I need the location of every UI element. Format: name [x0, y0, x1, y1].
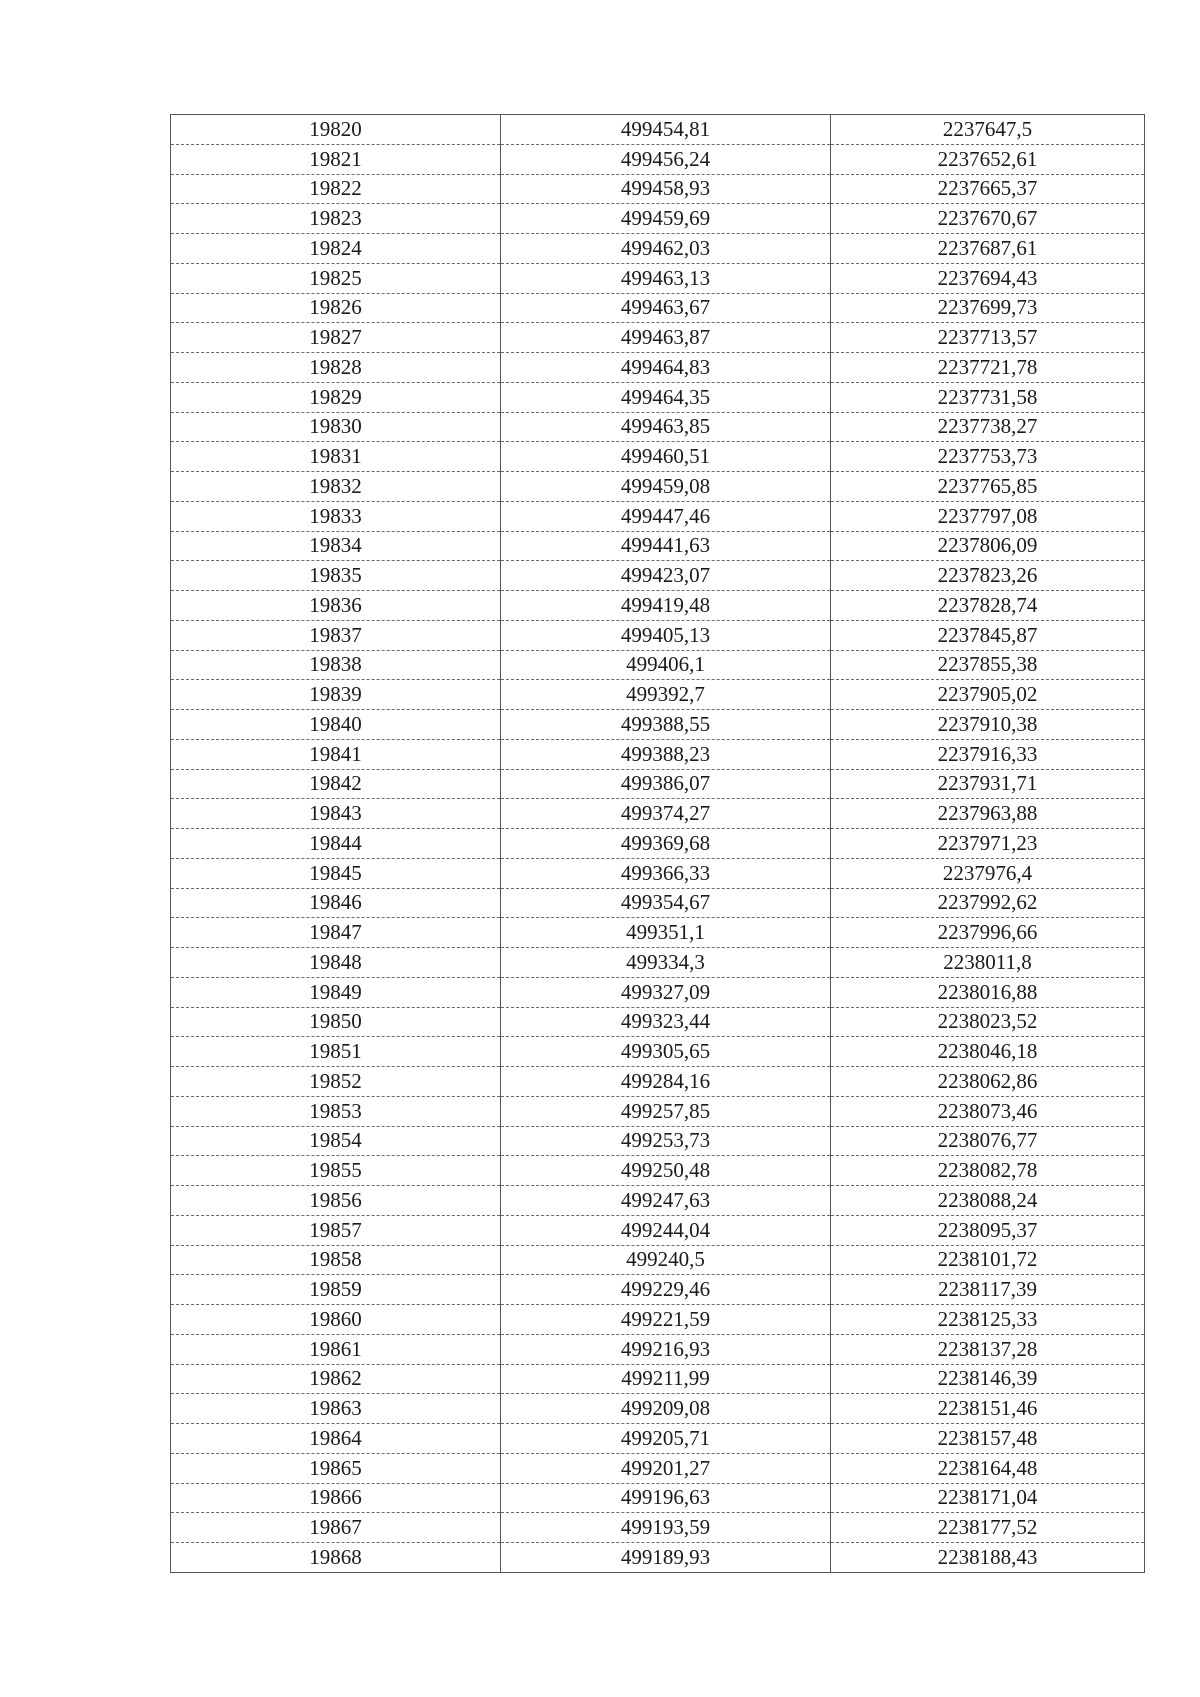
x-coordinate-cell: 499392,7 — [501, 680, 831, 710]
x-coordinate-cell: 499458,93 — [501, 174, 831, 204]
point-number-cell: 19866 — [171, 1483, 501, 1513]
point-number-cell: 19848 — [171, 948, 501, 978]
point-number-cell: 19828 — [171, 353, 501, 383]
y-coordinate-cell: 2237976,4 — [831, 858, 1145, 888]
x-coordinate-cell: 499229,46 — [501, 1275, 831, 1305]
x-coordinate-cell: 499201,27 — [501, 1453, 831, 1483]
point-number-cell: 19842 — [171, 769, 501, 799]
table-row — [171, 1305, 1145, 1335]
point-number-cell: 19847 — [171, 918, 501, 948]
point-number-cell: 19822 — [171, 174, 501, 204]
table-row — [171, 382, 1145, 412]
x-coordinate-cell: 499460,51 — [501, 442, 831, 472]
x-coordinate-cell: 499464,83 — [501, 353, 831, 383]
x-coordinate-cell: 499464,35 — [501, 382, 831, 412]
table-row — [171, 680, 1145, 710]
y-coordinate-cell: 2237910,38 — [831, 710, 1145, 740]
x-coordinate-cell: 499250,48 — [501, 1156, 831, 1186]
y-coordinate-cell: 2238016,88 — [831, 977, 1145, 1007]
table-row — [171, 1186, 1145, 1216]
point-number-cell: 19850 — [171, 1007, 501, 1037]
x-coordinate-cell: 499454,81 — [501, 115, 831, 145]
x-coordinate-cell: 499459,08 — [501, 472, 831, 502]
y-coordinate-cell: 2237647,5 — [831, 115, 1145, 145]
point-number-cell: 19830 — [171, 412, 501, 442]
y-coordinate-cell: 2238125,33 — [831, 1305, 1145, 1335]
table-row — [171, 591, 1145, 621]
y-coordinate-cell: 2237845,87 — [831, 620, 1145, 650]
point-number-cell: 19831 — [171, 442, 501, 472]
table-row — [171, 412, 1145, 442]
table-row — [171, 1215, 1145, 1245]
table-row — [171, 323, 1145, 353]
point-number-cell: 19832 — [171, 472, 501, 502]
y-coordinate-cell: 2238073,46 — [831, 1096, 1145, 1126]
point-number-cell: 19836 — [171, 591, 501, 621]
point-number-cell: 19837 — [171, 620, 501, 650]
x-coordinate-cell: 499388,55 — [501, 710, 831, 740]
y-coordinate-cell: 2238082,78 — [831, 1156, 1145, 1186]
x-coordinate-cell: 499247,63 — [501, 1186, 831, 1216]
y-coordinate-cell: 2237931,71 — [831, 769, 1145, 799]
table-row — [171, 115, 1145, 145]
x-coordinate-cell: 499189,93 — [501, 1543, 831, 1573]
point-number-cell: 19861 — [171, 1334, 501, 1364]
point-number-cell: 19862 — [171, 1364, 501, 1394]
y-coordinate-cell: 2238101,72 — [831, 1245, 1145, 1275]
table-row — [171, 948, 1145, 978]
table-row — [171, 829, 1145, 859]
x-coordinate-cell: 499462,03 — [501, 234, 831, 264]
x-coordinate-cell: 499463,13 — [501, 263, 831, 293]
point-number-cell: 19857 — [171, 1215, 501, 1245]
table-row — [171, 1453, 1145, 1483]
x-coordinate-cell: 499366,33 — [501, 858, 831, 888]
point-number-cell: 19820 — [171, 115, 501, 145]
y-coordinate-cell: 2238151,46 — [831, 1394, 1145, 1424]
y-coordinate-cell: 2237828,74 — [831, 591, 1145, 621]
table-row — [171, 501, 1145, 531]
table-row — [171, 531, 1145, 561]
y-coordinate-cell: 2237713,57 — [831, 323, 1145, 353]
x-coordinate-cell: 499216,93 — [501, 1334, 831, 1364]
x-coordinate-cell: 499456,24 — [501, 144, 831, 174]
x-coordinate-cell: 499419,48 — [501, 591, 831, 621]
x-coordinate-cell: 499463,87 — [501, 323, 831, 353]
y-coordinate-cell: 2238164,48 — [831, 1453, 1145, 1483]
y-coordinate-cell: 2237963,88 — [831, 799, 1145, 829]
y-coordinate-cell: 2237971,23 — [831, 829, 1145, 859]
y-coordinate-cell: 2238171,04 — [831, 1483, 1145, 1513]
point-number-cell: 19823 — [171, 204, 501, 234]
table-row — [171, 1483, 1145, 1513]
x-coordinate-cell: 499374,27 — [501, 799, 831, 829]
table-row — [171, 472, 1145, 502]
point-number-cell: 19840 — [171, 710, 501, 740]
x-coordinate-cell: 499423,07 — [501, 561, 831, 591]
x-coordinate-cell: 499221,59 — [501, 1305, 831, 1335]
table-row — [171, 769, 1145, 799]
x-coordinate-cell: 499244,04 — [501, 1215, 831, 1245]
x-coordinate-cell: 499406,1 — [501, 650, 831, 680]
table-row — [171, 1096, 1145, 1126]
point-number-cell: 19859 — [171, 1275, 501, 1305]
point-number-cell: 19841 — [171, 739, 501, 769]
y-coordinate-cell: 2238117,39 — [831, 1275, 1145, 1305]
x-coordinate-cell: 499284,16 — [501, 1067, 831, 1097]
point-number-cell: 19845 — [171, 858, 501, 888]
y-coordinate-cell: 2237699,73 — [831, 293, 1145, 323]
y-coordinate-cell: 2237721,78 — [831, 353, 1145, 383]
point-number-cell: 19858 — [171, 1245, 501, 1275]
point-number-cell: 19844 — [171, 829, 501, 859]
y-coordinate-cell: 2238088,24 — [831, 1186, 1145, 1216]
table-row — [171, 918, 1145, 948]
table-row — [171, 561, 1145, 591]
y-coordinate-cell: 2238157,48 — [831, 1424, 1145, 1454]
point-number-cell: 19851 — [171, 1037, 501, 1067]
y-coordinate-cell: 2237731,58 — [831, 382, 1145, 412]
table-row — [171, 263, 1145, 293]
x-coordinate-cell: 499463,67 — [501, 293, 831, 323]
y-coordinate-cell: 2237797,08 — [831, 501, 1145, 531]
point-number-cell: 19863 — [171, 1394, 501, 1424]
point-number-cell: 19864 — [171, 1424, 501, 1454]
point-number-cell: 19834 — [171, 531, 501, 561]
table-row — [171, 1513, 1145, 1543]
x-coordinate-cell: 499463,85 — [501, 412, 831, 442]
y-coordinate-cell: 2237694,43 — [831, 263, 1145, 293]
table-row — [171, 1364, 1145, 1394]
x-coordinate-cell: 499253,73 — [501, 1126, 831, 1156]
table-row — [171, 1394, 1145, 1424]
x-coordinate-cell: 499334,3 — [501, 948, 831, 978]
x-coordinate-cell: 499205,71 — [501, 1424, 831, 1454]
y-coordinate-cell: 2237806,09 — [831, 531, 1145, 561]
point-number-cell: 19825 — [171, 263, 501, 293]
point-number-cell: 19833 — [171, 501, 501, 531]
table-row — [171, 1007, 1145, 1037]
y-coordinate-cell: 2237916,33 — [831, 739, 1145, 769]
point-number-cell: 19846 — [171, 888, 501, 918]
y-coordinate-cell: 2237996,66 — [831, 918, 1145, 948]
table-row — [171, 204, 1145, 234]
x-coordinate-cell: 499459,69 — [501, 204, 831, 234]
x-coordinate-cell: 499388,23 — [501, 739, 831, 769]
table-row — [171, 1067, 1145, 1097]
point-number-cell: 19838 — [171, 650, 501, 680]
table-row — [171, 650, 1145, 680]
point-number-cell: 19854 — [171, 1126, 501, 1156]
y-coordinate-cell: 2237665,37 — [831, 174, 1145, 204]
y-coordinate-cell: 2238023,52 — [831, 1007, 1145, 1037]
y-coordinate-cell: 2237905,02 — [831, 680, 1145, 710]
y-coordinate-cell: 2237652,61 — [831, 144, 1145, 174]
table-row — [171, 174, 1145, 204]
table-row — [171, 1156, 1145, 1186]
table-row — [171, 353, 1145, 383]
table-row — [171, 710, 1145, 740]
x-coordinate-cell: 499323,44 — [501, 1007, 831, 1037]
point-number-cell: 19856 — [171, 1186, 501, 1216]
x-coordinate-cell: 499305,65 — [501, 1037, 831, 1067]
y-coordinate-cell: 2237855,38 — [831, 650, 1145, 680]
y-coordinate-cell: 2238062,86 — [831, 1067, 1145, 1097]
table-row — [171, 620, 1145, 650]
point-number-cell: 19843 — [171, 799, 501, 829]
point-number-cell: 19839 — [171, 680, 501, 710]
x-coordinate-cell: 499193,59 — [501, 1513, 831, 1543]
x-coordinate-cell: 499369,68 — [501, 829, 831, 859]
y-coordinate-cell: 2237670,67 — [831, 204, 1145, 234]
table-row — [171, 442, 1145, 472]
point-number-cell: 19852 — [171, 1067, 501, 1097]
y-coordinate-cell: 2237823,26 — [831, 561, 1145, 591]
y-coordinate-cell: 2238076,77 — [831, 1126, 1145, 1156]
table-row — [171, 1543, 1145, 1573]
x-coordinate-cell: 499447,46 — [501, 501, 831, 531]
y-coordinate-cell: 2237992,62 — [831, 888, 1145, 918]
table-row — [171, 1037, 1145, 1067]
x-coordinate-cell: 499327,09 — [501, 977, 831, 1007]
table-row — [171, 293, 1145, 323]
y-coordinate-cell: 2238146,39 — [831, 1364, 1145, 1394]
point-number-cell: 19824 — [171, 234, 501, 264]
table-row — [171, 858, 1145, 888]
x-coordinate-cell: 499386,07 — [501, 769, 831, 799]
y-coordinate-cell: 2237738,27 — [831, 412, 1145, 442]
point-number-cell: 19826 — [171, 293, 501, 323]
x-coordinate-cell: 499240,5 — [501, 1245, 831, 1275]
point-number-cell: 19860 — [171, 1305, 501, 1335]
y-coordinate-cell: 2237753,73 — [831, 442, 1145, 472]
table-row — [171, 1126, 1145, 1156]
point-number-cell: 19867 — [171, 1513, 501, 1543]
table-row — [171, 1275, 1145, 1305]
table-row — [171, 1334, 1145, 1364]
table-row — [171, 799, 1145, 829]
y-coordinate-cell: 2238011,8 — [831, 948, 1145, 978]
y-coordinate-cell: 2238177,52 — [831, 1513, 1145, 1543]
x-coordinate-cell: 499351,1 — [501, 918, 831, 948]
table-row — [171, 234, 1145, 264]
table-row — [171, 739, 1145, 769]
point-number-cell: 19827 — [171, 323, 501, 353]
point-number-cell: 19829 — [171, 382, 501, 412]
y-coordinate-cell: 2238046,18 — [831, 1037, 1145, 1067]
y-coordinate-cell: 2237687,61 — [831, 234, 1145, 264]
x-coordinate-cell: 499209,08 — [501, 1394, 831, 1424]
x-coordinate-cell: 499211,99 — [501, 1364, 831, 1394]
y-coordinate-cell: 2238188,43 — [831, 1543, 1145, 1573]
coordinates-table — [170, 114, 1145, 1573]
y-coordinate-cell: 2238137,28 — [831, 1334, 1145, 1364]
table-row — [171, 977, 1145, 1007]
x-coordinate-cell: 499405,13 — [501, 620, 831, 650]
point-number-cell: 19865 — [171, 1453, 501, 1483]
point-number-cell: 19853 — [171, 1096, 501, 1126]
y-coordinate-cell: 2237765,85 — [831, 472, 1145, 502]
table-row — [171, 144, 1145, 174]
table-row — [171, 1424, 1145, 1454]
point-number-cell: 19868 — [171, 1543, 501, 1573]
x-coordinate-cell: 499354,67 — [501, 888, 831, 918]
point-number-cell: 19849 — [171, 977, 501, 1007]
point-number-cell: 19821 — [171, 144, 501, 174]
table-row — [171, 888, 1145, 918]
x-coordinate-cell: 499196,63 — [501, 1483, 831, 1513]
point-number-cell: 19855 — [171, 1156, 501, 1186]
y-coordinate-cell: 2238095,37 — [831, 1215, 1145, 1245]
x-coordinate-cell: 499257,85 — [501, 1096, 831, 1126]
coordinates-table-body — [171, 115, 1145, 1573]
x-coordinate-cell: 499441,63 — [501, 531, 831, 561]
point-number-cell: 19835 — [171, 561, 501, 591]
table-row — [171, 1245, 1145, 1275]
